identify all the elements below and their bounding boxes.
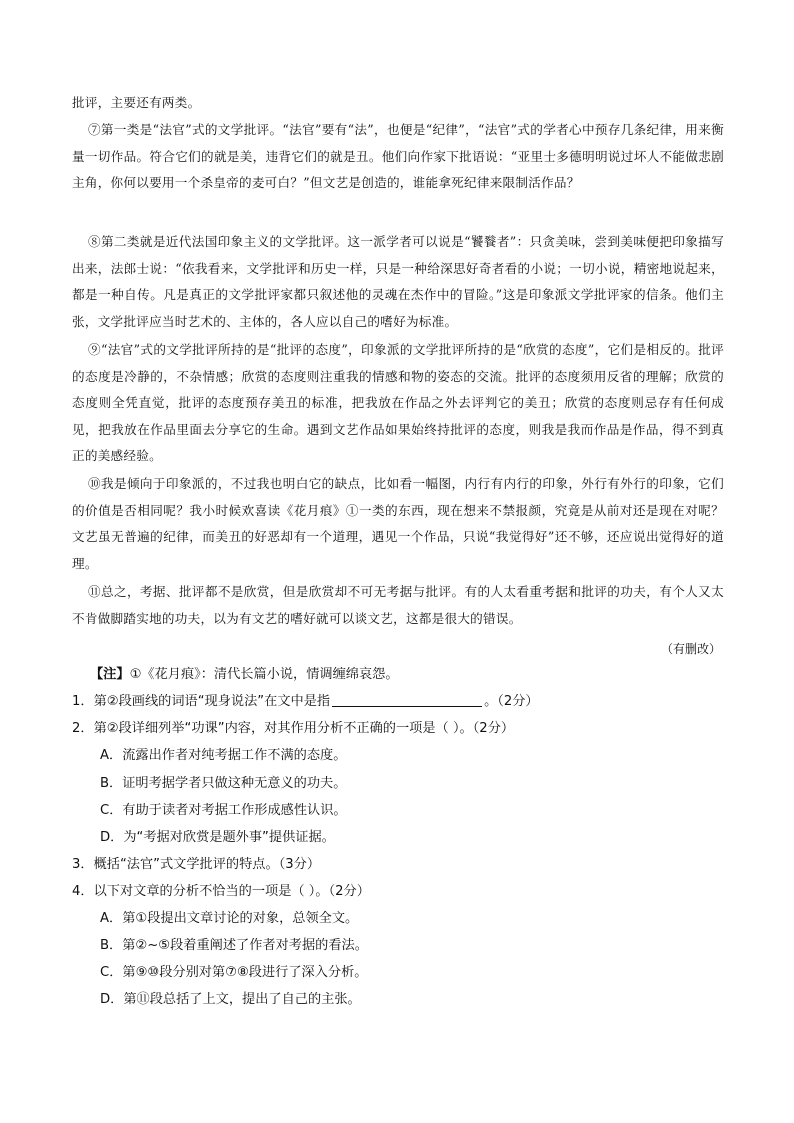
question-4-option-c: C．第⑨⑩段分别对第⑦⑧段进行了深入分析。 [100, 965, 368, 980]
question-2-option-b: B．证明考据学者只做这种无意义的功夫。 [100, 776, 347, 791]
question-4-option-b: B．第②~⑤段着重阐述了作者对考据的看法。 [100, 938, 368, 953]
passage-paragraph-continued: 批评，主要还有两类。 [72, 95, 201, 110]
question-2-option-c: C．有助于读者对考据工作形成感性认识。 [100, 803, 347, 818]
question-4-option-d: D．第⑪段总括了上文，提出了自己的主张。 [100, 992, 361, 1007]
passage-paragraph-7: ⑦第一类是“法官”式的文学批评。“法官”要有“法”，也便是“纪律”，“法官”式的学者心中预存几条纪律，用来衡量一切作品。符合它们的就是美，违背它们的就是丑。他们向作家下批语说：“亚里士多德明明说过坏人不能做悲剧主角，你何以要用一个杀皇帝的麦可白？”但文艺是创造的，谁能拿死纪律来限制活作品？ [72, 122, 724, 190]
question-1-text: 1．第②段画线的词语“现身说法”在文中是指 [72, 694, 331, 709]
annotation [90, 662, 399, 688]
question-2-option-d: D．为“考据对欣赏是题外事”提供证据。 [100, 830, 335, 845]
question-1 [72, 689, 539, 715]
passage-paragraph-8: ⑧第二类就是近代法国印象主义的文学批评。这一派学者可以说是“饕餮者”：只贪美味，尝到美味便把印象描写出来，法郎士说：“依我看来，文学批评和历史一样，只是一种给深思好奇者看的小说；一切小说，精密地说起来，都是一种自传。凡是真正的文学批评家都只叙述他的灵魂在杰作中的冒险。”这是印象派文学批评家的信条。他们主张，文学批评应当时艺术的、主体的，各人应以自己的嗜好为标准。 [72, 234, 724, 329]
question-2: 2．第②段详细列举“功课”内容，对其作用分析不正确的一项是（ ）。（2分） [72, 721, 515, 736]
source-note: （有删改） [660, 642, 721, 656]
annotation-text: ①《花月痕》：清代长篇小说，情调缠绵哀怨。 [129, 667, 399, 682]
question-3: 3．概括“法官”式文学批评的特点。（3分） [72, 857, 321, 872]
question-1-points: 。（2分） [484, 694, 539, 709]
annotation-label: 【注】 [90, 667, 130, 682]
passage-paragraph-11: ⑪总之，考据、批评都不是欣赏，但是欣赏却不可无考据与批评。有的人太看重考据和批评的功夫，有个人又太不肯做脚踏实地的功夫，以为有文艺的嗜好就可以谈文艺，这都是很大的错误。 [72, 584, 724, 626]
answer-blank[interactable] [332, 692, 482, 707]
passage-paragraph-10: ⑩我是倾向于印象派的，不过我也明白它的缺点，比如看一幅图，内行有内行的印象，外行有外行的印象，它们的价值是否相同呢？我小时候欢喜读《花月痕》①一类的东西，现在想来不禁报颜，究竟是从前对还是现在对呢？文艺虽无普遍的纪律，而美丑的好恶却有一个道理，遇见一个作品，只说“我觉得好”还不够，还应说出觉得好的道理。 [72, 476, 724, 571]
question-2-option-a: A．流露出作者对纯考据工作不满的态度。 [100, 748, 347, 763]
question-4: 4．以下对文章的分析不恰当的一项是（ ）。（2分） [72, 884, 370, 899]
question-4-option-a: A．第①段提出文章讨论的对象，总领全文。 [100, 911, 359, 926]
passage-paragraph-9: ⑨“法官”式的文学批评所持的是“批评的态度”，印象派的文学批评所持的是“欣赏的态度”，它们是相反的。批评的态度是冷静的，不杂情感；欣赏的态度则注重我的情感和物的姿态的交流。批评的态度须用反省的理解；欣赏的态度则全凭直觉，批评的态度预存美丑的标准，把我放在作品之外去评判它的美丑；欣赏的态度则忌存有任何成见，把我放在作品里面去分享它的生命。遇到文艺作品如果始终持批评的态度，则我是我而作品是作品，得不到真正的美感经验。 [72, 342, 724, 463]
